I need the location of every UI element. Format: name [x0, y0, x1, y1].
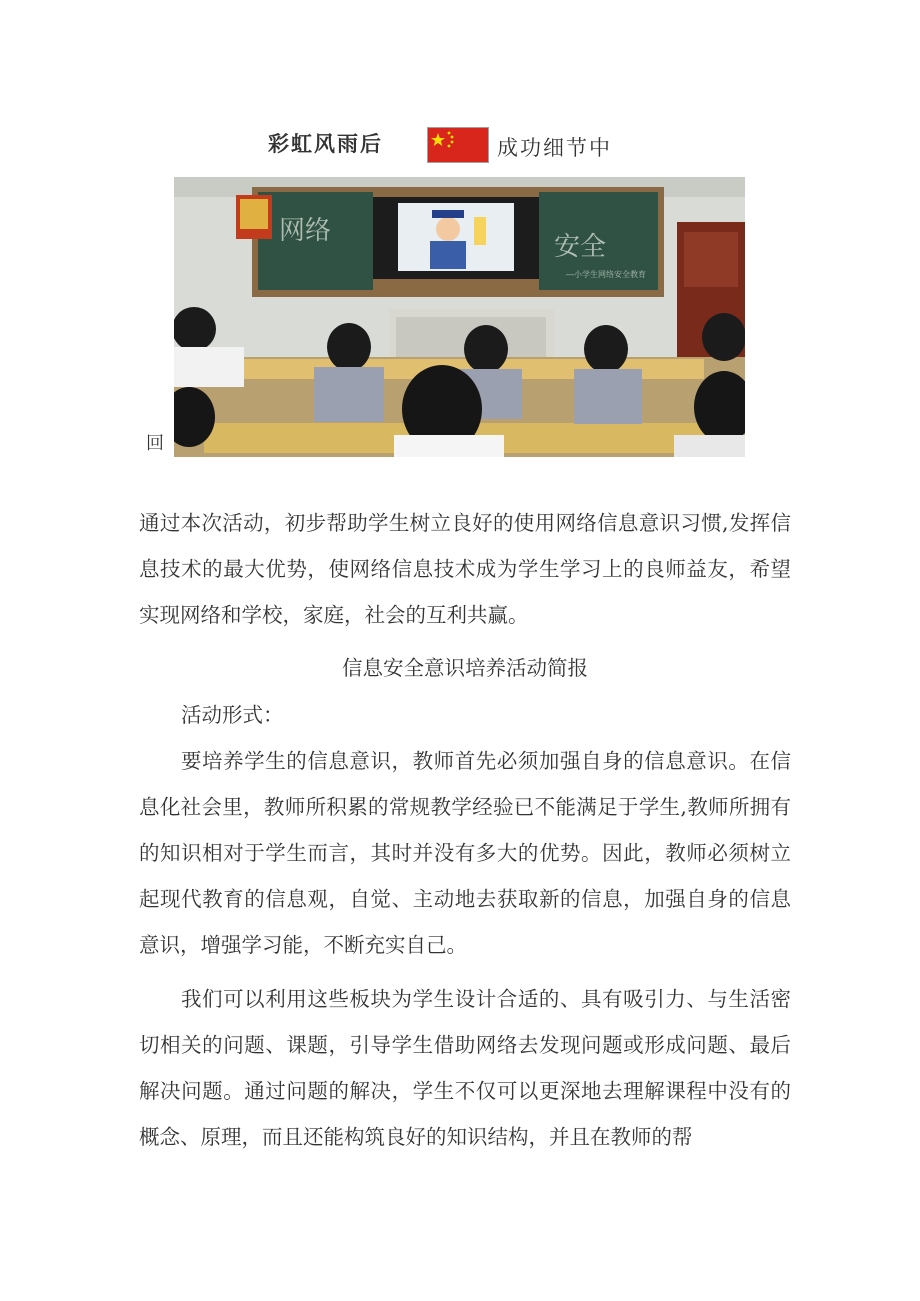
board-right-text: 安全 [554, 231, 607, 261]
header-right-text: 成功细节中 [497, 136, 612, 160]
section-title: 信息安全意识培养活动简报 [342, 656, 588, 680]
board-subtitle: —小学生网络安全教育 [566, 270, 646, 279]
board-left-text: 网络 [279, 215, 332, 245]
photo-marker: 回 [146, 433, 164, 454]
header-left-text: 彩虹风雨后 [268, 131, 383, 156]
paragraph-summary: 通过本次活动，初步帮助学生树立良好的使用网络信息意识习惯,发挥信息技术的最大优势，使网络信息技术成为学生学习上的良师益友，希望实现网络和学校，家庭，社会的互利共赢。 [139, 511, 791, 627]
china-flag-icon [427, 127, 489, 163]
activity-form-label: 活动形式： [181, 703, 284, 727]
classroom-photo [174, 177, 745, 457]
paragraph-problem-solving: 我们可以利用这些板块为学生设计合适的、具有吸引力、与生活密切相关的问题、课题，引导学生借助网络去发现问题或形成问题、最后解决问题。通过问题的解决，学生不仅可以更深地去理解课程中没有的概念、原理，而且还能构筑良好的知识结构，并且在教师的帮 [139, 987, 791, 1149]
paragraph-teacher-awareness: 要培养学生的信息意识，教师首先必须加强自身的信息意识。在信息化社会里，教师所积累的常规教学经验已不能满足于学生,教师所拥有的知识相对于学生而言，其时并没有多大的优势。因此，教师必须树立起现代教育的信息观，自觉、主动地去获取新的信息，加强自身的信息意识，增强学习能，不断充实自己。 [139, 749, 791, 957]
